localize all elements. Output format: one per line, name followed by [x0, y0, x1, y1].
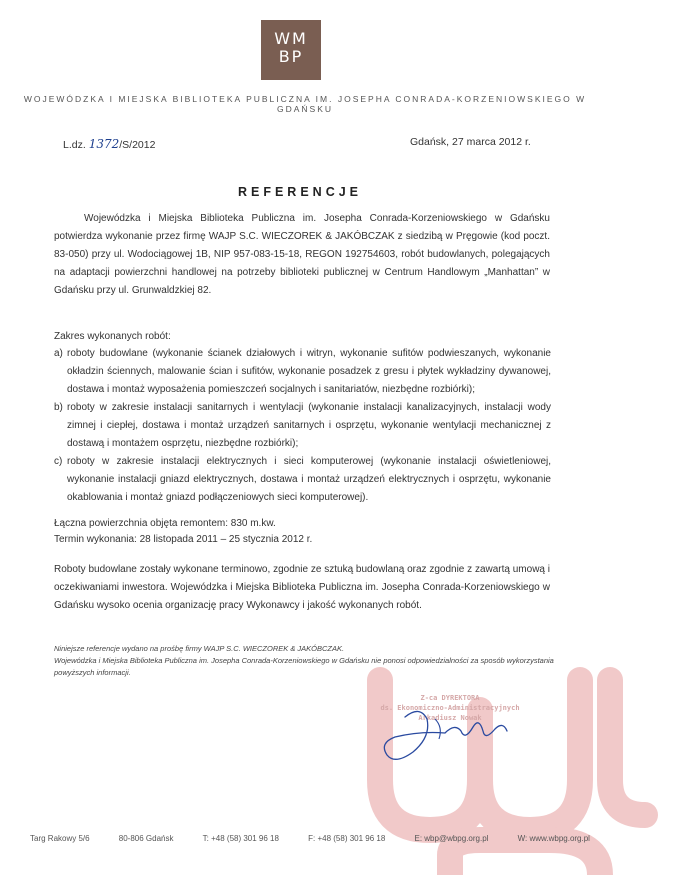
scope-item-text: roboty w zakresie instalacji sanitarnych i wentylacji (wykonanie instalacji kanalizacyjnych, instalacji wody zimnej i ciepłej, dostawa i montaż urządzeń sanitarnych i osprzętu, wykonanie wentylacji mechanicznej z dostawą i montażem osprzętu, niezbędne rozbiórki);	[67, 402, 551, 449]
scope-item-b	[54, 399, 554, 453]
footer-address: Targ Rakowy 5/6	[30, 834, 90, 843]
logo-text: WM BP	[274, 29, 308, 66]
footer-web: W: www.wbpg.org.pl	[517, 834, 590, 843]
stamp-line-3: Arkadiusz Nowak	[418, 714, 482, 722]
stamp-line-1: Z-ca DYREKTORA	[420, 694, 480, 702]
reference-number	[63, 137, 155, 151]
footer	[30, 834, 590, 843]
institution-name: WOJEWÓDZKA I MIEJSKA BIBLIOTEKA PUBLICZNA IM. JOSEPHA CONRADA-KORZENIOWSKIEGO W GDAŃSKU	[23, 94, 587, 114]
closing-paragraph: Roboty budowlane zostały wykonane terminowo, zgodnie ze sztuką budowlaną oraz zgodnie z zawartą umową i oczekiwaniami inwestora. Wojewódzka i Miejska Biblioteka Publiczna im. Josepha Conrada-Korzeniowskiego w Gdańsku wysoko ocenia organizację pracy Wykonawcy i jakość wykonanych robót.	[54, 564, 550, 611]
scope-item-c	[54, 453, 554, 507]
footnote-line-1: Niniejsze referencje wydano na prośbę firmy WAJP S.C. WIECZOREK & JAKÓBCZAK.	[54, 644, 345, 653]
scope-item-text: roboty budowlane (wykonanie ścianek działowych i witryn, wykonanie sufitów podwieszanych, wykonanie okładzin ściennych, malowanie ścian i sufitów, wykonanie posadzek z gresu i płytek wykładziny dywanowej, dostawa i montaż wyposażenia pomieszczeń socjalnych i sanitariatów, niezbędne rozbiórki);	[67, 348, 551, 395]
scope-item-marker: a)	[54, 348, 63, 359]
completion-term: Termin wykonania: 28 listopada 2011 – 25 stycznia 2012 r.	[54, 534, 313, 545]
footer-email: E: wbp@wbpg.org.pl	[414, 834, 489, 843]
document-date: Gdańsk, 27 marca 2012 r.	[410, 136, 531, 148]
total-area: Łączna powierzchnia objęta remontem: 830 m.kw.	[54, 518, 276, 529]
footnote-line-2: Wojewódzka i Miejska Biblioteka Publiczna im. Josepha Conrada-Korzeniowskiego w Gdańsku nie ponosi odpowiedzialności za sposób wykorzystania powyższych informacji.	[54, 656, 554, 677]
scope-heading: Zakres wykonanych robót:	[54, 331, 171, 342]
scope-item-text: roboty w zakresie instalacji elektrycznych i sieci komputerowej (wykonanie instalacji oświetleniowej, wykonanie instalacji gniazd elektrycznych, dostawa i montaż urządzeń elektrycznych i osprzętu, wykonanie okablowania i montaż gniazd podłączeniowych sieci komputerowej).	[67, 456, 551, 503]
scope-item-marker: c)	[54, 456, 63, 467]
footer-postal: 80-806 Gdańsk	[118, 834, 174, 843]
ref-handwritten-number: 1372	[88, 137, 120, 151]
library-logo	[261, 20, 321, 80]
document-title: REFERENCJE	[237, 185, 363, 199]
footnote	[54, 643, 554, 679]
stamp-line-2: ds. Ekonomiczno-Administracyjnych	[380, 704, 520, 712]
intro-paragraph: Wojewódzka i Miejska Biblioteka Publiczna im. Josepha Conrada-Korzeniowskiego w Gdańsku potwierdza wykonanie przez firmę WAJP S.C. WIECZOREK & JAKÓBCZAK z siedzibą w Pręgowie (kod poczt. 83-050) przy ul. Wodociągowej 1B, NIP 957-083-15-18, REGON 192754603, robót budowlanych, polegających na adaptacji powierzchni handlowej na potrzeby biblioteki publicznej w Centrum Handlowym „Manhattan” w Gdańsku przy ul. Grunwaldzkiej 82.	[54, 213, 550, 296]
ref-prefix: L.dz.	[63, 139, 89, 151]
scope-item-marker: b)	[54, 402, 63, 413]
ref-suffix: /S/2012	[119, 139, 156, 151]
footer-fax: F: +48 (58) 301 96 18	[308, 834, 386, 843]
scope-item-a	[54, 345, 554, 399]
footer-phone: T: +48 (58) 301 96 18	[202, 834, 279, 843]
handwritten-signature	[365, 697, 525, 767]
